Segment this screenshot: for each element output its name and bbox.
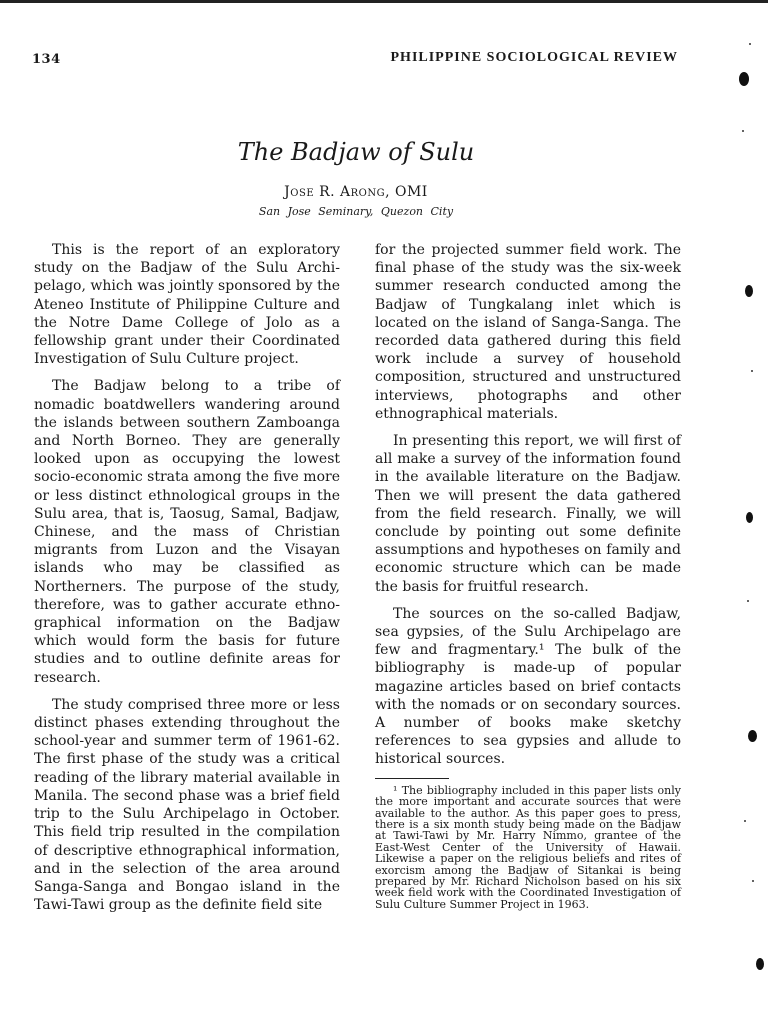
right-column <box>375 241 681 919</box>
footnote-rule <box>375 778 449 779</box>
scan-spot <box>748 730 757 742</box>
author-affiliation: San Jose Seminary, Quezon City <box>258 205 454 218</box>
scan-dot <box>752 880 754 882</box>
scan-dot <box>742 130 744 132</box>
scan-dot <box>751 370 753 372</box>
scan-spot <box>739 72 749 86</box>
running-header: PHILIPPINE SOCIOLOGICAL REVIEW <box>390 50 678 65</box>
footnote: ¹ The bibliography included in this paper lists only the more important and accurate sources that were available to the author. As this paper goes to press, there is a six month study being made on the Badjaw at Tawi-Tawi by Mr. Harry Nimmo, grantee of the East-West Center of the University of Hawaii. Likewise a paper on the religious beliefs and rites of exorcism among the Badjaw of Sitankai is being prepared by Mr. Richard Nicholson based on his six week field work with the Coordinated Investigation of Sulu Culture Summer Project in 1963. <box>375 783 681 911</box>
top-edge-rule <box>0 0 768 3</box>
scan-spot <box>745 285 753 297</box>
paragraph: for the projected summer field work. The final phase of the study was the six-week summer research conducted among the Badjaw of Tungkalang inlet which is located on the island of Sanga-Sanga. The recorded data gathered during this field work include a survey of household composition, structured and unstructured interviews, photographs and other ethnographical materials. <box>375 242 681 422</box>
paragraph: The Badjaw belong to a tribe of nomadic boatdwellers wandering around the islands between southern Zamboanga and North Borneo. They are generally looked upon as occupying the lowest socio-economic strata among the five more or less distinct ethnological groups in the Sulu area, that is, Taosug, Samal, Badjaw, Chinese, and the mass of Christian migrants from Luzon and the Visayan islands who may be classified as Northerners. The purpose of the study, therefore, was to gather accurate ethnographical information on the Badjaw which would form the basis for future studies and to outline definite areas for research. <box>34 378 340 686</box>
paragraph: In presenting this report, we will first of all make a survey of the information found in the available literature on the Badjaw. Then we will present the data gathered from the field research. Finally, we will conclude by pointing out some definite assumptions and hypotheses on family and economic structure which can be made the basis for fruitful research. <box>375 433 681 595</box>
paragraph: This is the report of an exploratory study on the Badjaw of the Sulu Archipelago, which was jointly sponsored by the Ateneo Institute of Philippine Culture and the Notre Dame College of Jolo as a fellowship grant under their Coordinated Investigation of Sulu Culture project. <box>34 242 340 368</box>
article-title: The Badjaw of Sulu <box>237 138 475 166</box>
scan-dot <box>747 600 749 602</box>
left-column <box>34 241 340 923</box>
page-number: 134 <box>32 52 61 67</box>
scan-dot <box>744 820 746 822</box>
scan-dot <box>749 43 751 45</box>
author-name: Jose R. Arong, OMI <box>284 184 428 200</box>
scan-spot <box>746 512 753 523</box>
paragraph: The study comprised three more or less distinct phases extending throughout the school-year and summer term of 1961-62. The first phase of the study was a critical reading of the library material available in Manila. The second phase was a brief field trip to the Sulu Archipelago in October. This field trip resulted in the compilation of descriptive ethnographical information, and in the selection of the area around Sanga-Sanga and Bongao island in the Tawi-Tawi group as the definite field site <box>34 696 340 914</box>
scan-spot <box>756 958 764 970</box>
paragraph: The sources on the so-called Badjaw, sea gypsies, of the Sulu Archipelago are few and fragmentary.¹ The bulk of the bibliography is made-up of popular magazine articles based on brief contacts with the nomads or on secondary sources. A number of books make sketchy references to sea gypsies and allude to historical sources. <box>375 605 681 768</box>
